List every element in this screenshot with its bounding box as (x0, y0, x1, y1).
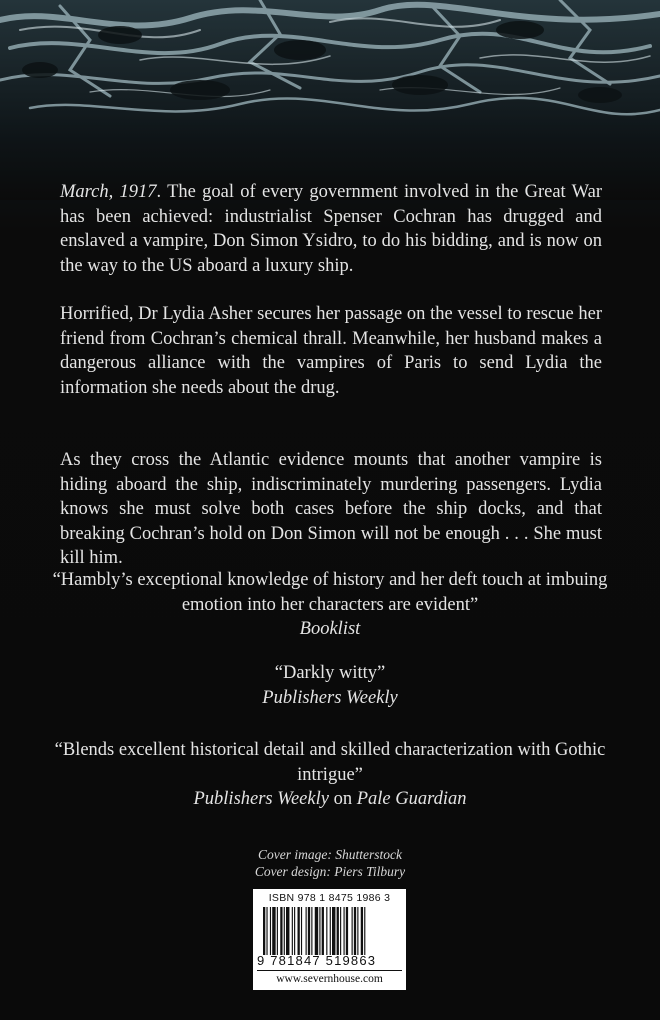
publisher-website: www.severnhouse.com (276, 973, 383, 985)
review-quote-1-text: “Hambly’s exceptional knowledge of history and her deft touch at imbuing emotion into her characters are evident” (52, 570, 608, 615)
blurb-paragraph-1-text: . The goal of every government involved in the Great War has been achieved: industrialist Spenser Cochran has drugged and enslaved a vampire, Don Simon Ysidro, to do his bidding, and is now on the way to the US aboard a luxury ship. (60, 182, 602, 276)
review-quote-3-text: “Blends excellent historical detail and skilled characterization with Gothic intrigue” (54, 740, 606, 785)
review-quote-1-source: Booklist (299, 619, 361, 639)
blurb-paragraph-1 (60, 180, 602, 278)
cover-design-credit: Cover design: Piers Tilbury (254, 864, 406, 879)
review-quote-2-text: “Darkly witty” (274, 663, 386, 683)
cover-credits (200, 846, 460, 880)
review-quote-3-publication: Publishers Weekly (193, 789, 329, 809)
barcode-digits: 9 781847 519863 (257, 953, 377, 968)
blurb-date: March, 1917 (60, 182, 157, 202)
cover-image-credit: Cover image: Shutterstock (258, 847, 402, 862)
review-quote-2 (40, 661, 620, 710)
review-quote-3-book-title: Pale Guardian (356, 789, 467, 809)
ocean-water-image (0, 0, 660, 200)
isbn-label: ISBN 978 1 8475 1986 3 (268, 892, 391, 904)
isbn-barcode (253, 889, 406, 990)
review-quote-1 (40, 568, 620, 642)
review-quote-3 (40, 738, 620, 812)
review-quote-3-source (40, 787, 620, 812)
barcode-divider (257, 970, 402, 971)
barcode-bars (263, 907, 401, 955)
review-quote-3-on: on (328, 789, 357, 809)
blurb-paragraph-3: As they cross the Atlantic evidence mounts that another vampire is hiding aboard the ship, indiscriminately murdering passengers. Lydia knows she must solve both cases before the ship docks, and that breaking Cochran’s hold on Don Simon will not be enough . . . She must kill him. (60, 450, 602, 568)
blurb-paragraph-2: Horrified, Dr Lydia Asher secures her passage on the vessel to rescue her friend from Cochran’s chemical thrall. Meanwhile, her husband makes a dangerous alliance with the vampires of Paris to send Lydia the information she needs about the drug. (60, 304, 602, 398)
review-quote-2-source: Publishers Weekly (262, 687, 398, 708)
